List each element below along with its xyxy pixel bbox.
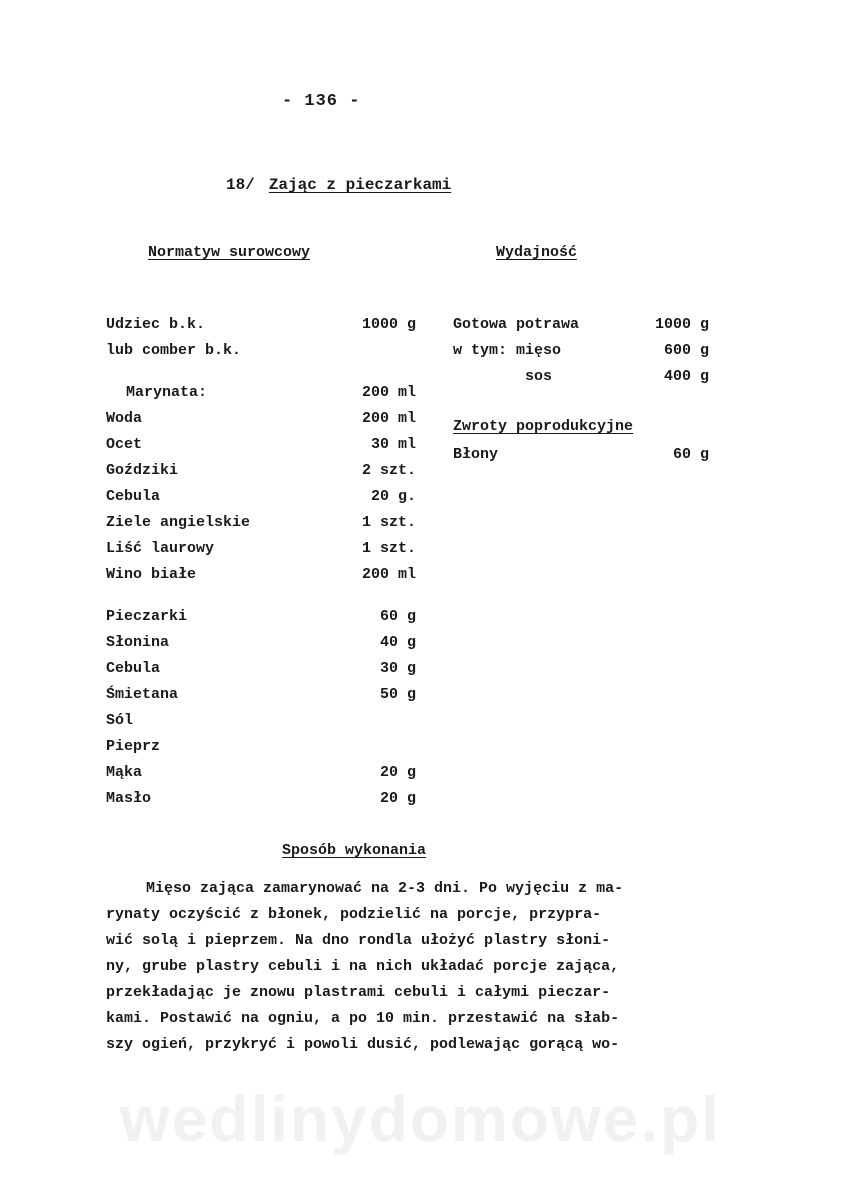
ingredient-name: lub comber b.k. — [106, 342, 242, 359]
ingredient-qty: 20 g. — [370, 488, 416, 505]
yield-name: sos — [525, 368, 553, 385]
ingredient-name: Goździki — [106, 462, 179, 479]
ingredient-name: Słonina — [106, 634, 170, 651]
ingredient-name: Pieczarki — [106, 608, 188, 625]
ingredient-row — [106, 566, 416, 588]
method-line: wić solą i pieprzem. Na dno rondla ułożyć plastry słoni- — [106, 932, 611, 949]
ingredient-name: Udziec b.k. — [106, 316, 206, 333]
yield-qty: 600 g — [663, 342, 709, 359]
method-paragraph — [106, 876, 706, 1058]
ingredient-qty: 1 szt. — [361, 514, 416, 531]
ingredient-qty: 40 g — [379, 634, 416, 651]
ingredient-qty: 30 ml — [370, 436, 416, 453]
watermark: wedlinydomowe.pl — [120, 1083, 721, 1155]
heading-normatyw: Normatyw surowcowy — [148, 244, 311, 261]
ingredient-name: Cebula — [106, 660, 161, 677]
yield-row — [453, 368, 709, 390]
ingredient-row — [106, 384, 416, 406]
ingredient-name: Liść laurowy — [106, 540, 215, 557]
recipe-number: 18/ — [226, 176, 255, 194]
ingredient-row — [106, 540, 416, 562]
heading-wydajnosc: Wydajność — [496, 244, 578, 261]
method-line: kami. Postawić na ogniu, a po 10 min. przestawić na słab- — [106, 1010, 620, 1027]
ingredient-name: Wino białe — [106, 566, 197, 583]
ingredient-row — [106, 790, 416, 812]
method-line: Mięso zająca zamarynować na 2-3 dni. Po wyjęciu z ma- — [146, 880, 624, 897]
ingredient-name: Marynata: — [126, 384, 208, 401]
heading-sposob: Sposób wykonania — [282, 842, 427, 859]
ingredient-qty: 1000 g — [361, 316, 416, 333]
ingredient-qty: 20 g — [379, 790, 416, 807]
ingredient-row — [106, 738, 416, 760]
ingredient-qty: 1 szt. — [361, 540, 416, 557]
ingredient-qty: 60 g — [379, 608, 416, 625]
ingredient-name: Śmietana — [106, 686, 179, 703]
ingredient-name: Mąka — [106, 764, 143, 781]
yield-name: Gotowa potrawa — [453, 316, 580, 333]
ingredient-row — [106, 634, 416, 656]
method-line: rynaty oczyścić z błonek, podzielić na porcje, przypra- — [106, 906, 602, 923]
returns-name: Błony — [453, 446, 499, 463]
ingredient-row — [106, 608, 416, 630]
recipe-name: Zając z pieczarkami — [268, 176, 452, 194]
page-number: - 136 - — [282, 92, 361, 111]
ingredient-row — [106, 436, 416, 458]
method-line: szy ogień, przykryć i powoli dusić, podlewając gorącą wo- — [106, 1036, 620, 1053]
ingredient-row — [106, 712, 416, 734]
ingredient-row — [106, 462, 416, 484]
ingredient-qty: 50 g — [379, 686, 416, 703]
ingredient-row — [106, 316, 416, 338]
method-line: przekładając je znowu plastrami cebuli i całymi pieczar- — [106, 984, 611, 1001]
ingredient-name: Ocet — [106, 436, 143, 453]
ingredient-qty: 200 ml — [361, 566, 416, 583]
yield-row — [453, 316, 709, 338]
ingredient-qty: 200 ml — [361, 384, 416, 401]
ingredient-qty: 20 g — [379, 764, 416, 781]
ingredient-qty: 200 ml — [361, 410, 416, 427]
ingredient-name: Pieprz — [106, 738, 161, 755]
ingredient-name: Masło — [106, 790, 152, 807]
ingredient-row — [106, 660, 416, 682]
heading-zwroty: Zwroty poprodukcyjne — [453, 418, 634, 435]
yield-name: w tym: mięso — [453, 342, 562, 359]
ingredient-row — [106, 342, 416, 364]
yield-row — [453, 342, 709, 364]
yield-qty: 400 g — [663, 368, 709, 385]
ingredient-name: Cebula — [106, 488, 161, 505]
returns-row — [453, 446, 709, 468]
ingredient-row — [106, 488, 416, 510]
returns-qty: 60 g — [672, 446, 709, 463]
ingredient-name: Ziele angielskie — [106, 514, 251, 531]
yield-qty: 1000 g — [654, 316, 709, 333]
ingredient-name: Woda — [106, 410, 143, 427]
ingredient-qty: 2 szt. — [361, 462, 416, 479]
method-line: ny, grube plastry cebuli i na nich układać porcje zająca, — [106, 958, 620, 975]
recipe-title — [226, 176, 451, 194]
ingredient-row — [106, 764, 416, 786]
ingredient-qty: 30 g — [379, 660, 416, 677]
ingredient-row — [106, 410, 416, 432]
ingredient-row — [106, 514, 416, 536]
ingredient-name: Sól — [106, 712, 134, 729]
ingredient-row — [106, 686, 416, 708]
